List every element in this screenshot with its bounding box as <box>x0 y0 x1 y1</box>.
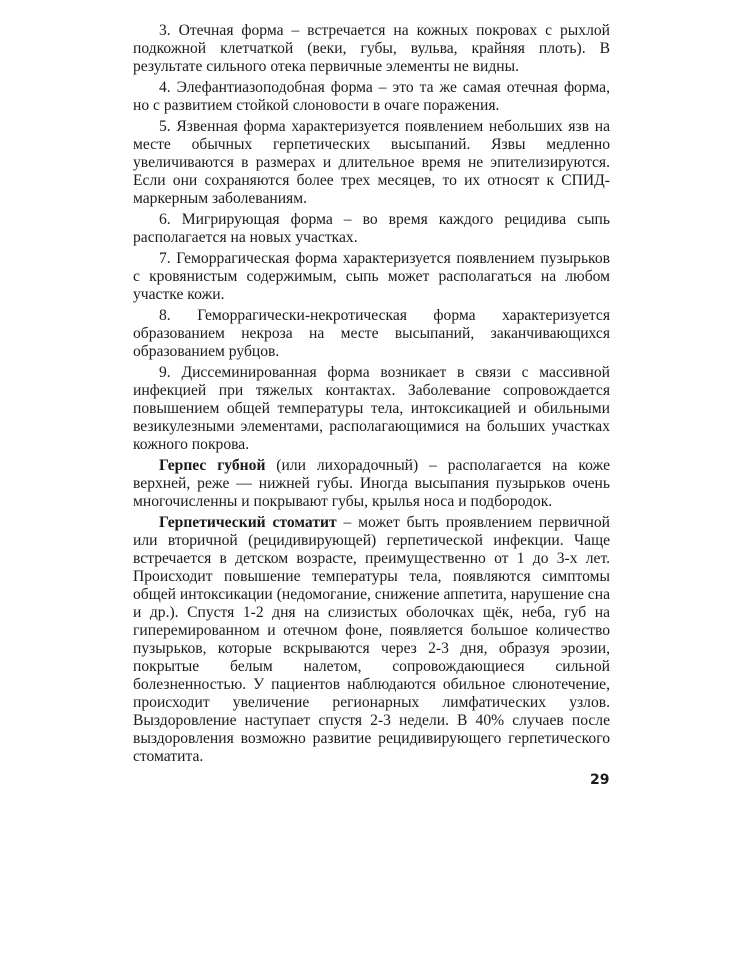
term-herpetic-stomatitis: Герпетический стоматит <box>159 514 337 531</box>
term-herpes-labialis: Герпес губной <box>159 457 266 474</box>
page-number: 29 <box>590 772 610 788</box>
paragraph-migrating-form: 6. Мигрирующая форма – во время каждого рецидива сыпь располагается на новых участках. <box>133 211 610 246</box>
paragraph-herpetic-stomatitis: Герпетический стоматит – может быть проявлением первичной или вторичной (рецидивирующей) герпетической инфекции. Чаще встречается в детском возрасте, преимущественно от 1 до 3-х лет. Происходит повышение температуры тела, появляются симптомы общей интоксикации (недомогание, снижение аппетита, нарушение сна и др.). Спустя 1-2 дня на слизистых оболочках щёк, неба, губ на гиперемированном и отечном фоне, появляется большое количество пузырьков, которые вскрываются через 2-3 дня, образуя эрозии, покрытые белым налетом, сопровождающиеся сильной болезненностью. У пациентов наблюдаются обильное слюнотечение, происходит увеличение регионарных лимфатических узлов. Выздоровление наступает спустя 2-3 недели. В 40% случаев после выздоровления возможно развитие рецидивирующего герпетического стоматита. <box>133 514 610 765</box>
paragraph-hemorrhagic-form: 7. Геморрагическая форма характеризуется появлением пузырьков с кровянистым содержимым, сыпь может располагаться на любом участке кожи. <box>133 250 610 303</box>
paragraph-herpes-labialis: Герпес губной (или лихорадочный) – располагается на коже верхней, реже — нижней губы. Иногда высыпания пузырьков очень многочисленны и покрывают губы, крылья носа и подбородок. <box>133 457 611 510</box>
paragraph-edematous-form: 3. Отечная форма – встречается на кожных покровах с рыхлой подкожной клетчаткой (веки, губы, вульва, крайняя плоть). В результате сильного отека первичные элементы не видны. <box>133 22 610 75</box>
paragraph-necrotic-form: 8. Геморрагически-некротическая форма характеризуется образованием некроза на месте высыпаний, заканчивающихся образованием рубцов. <box>133 307 610 360</box>
body-text <box>133 22 610 769</box>
paragraph-ulcerative-form: 5. Язвенная форма характеризуется появлением небольших язв на месте обычных герпетических высыпаний. Язвы медленно увеличиваются в размерах и длительное время не эпителизируются. Если они сохраняются более трех месяцев, то их относят к СПИД-маркерным заболеваниям. <box>133 118 610 207</box>
paragraph-elephantiasis-form: 4. Элефантиазоподобная форма – это та же самая отечная форма, но с развитием стойкой слоновости в очаге поражения. <box>133 79 610 114</box>
paragraph-disseminated-form: 9. Диссеминированная форма возникает в связи с массивной инфекцией при тяжелых контактах. Заболевание сопровождается повышением общей температуры тела, интоксикацией и обильными везикулезными элементами, располагающимися на больших участках кожного покрова. <box>133 364 610 453</box>
